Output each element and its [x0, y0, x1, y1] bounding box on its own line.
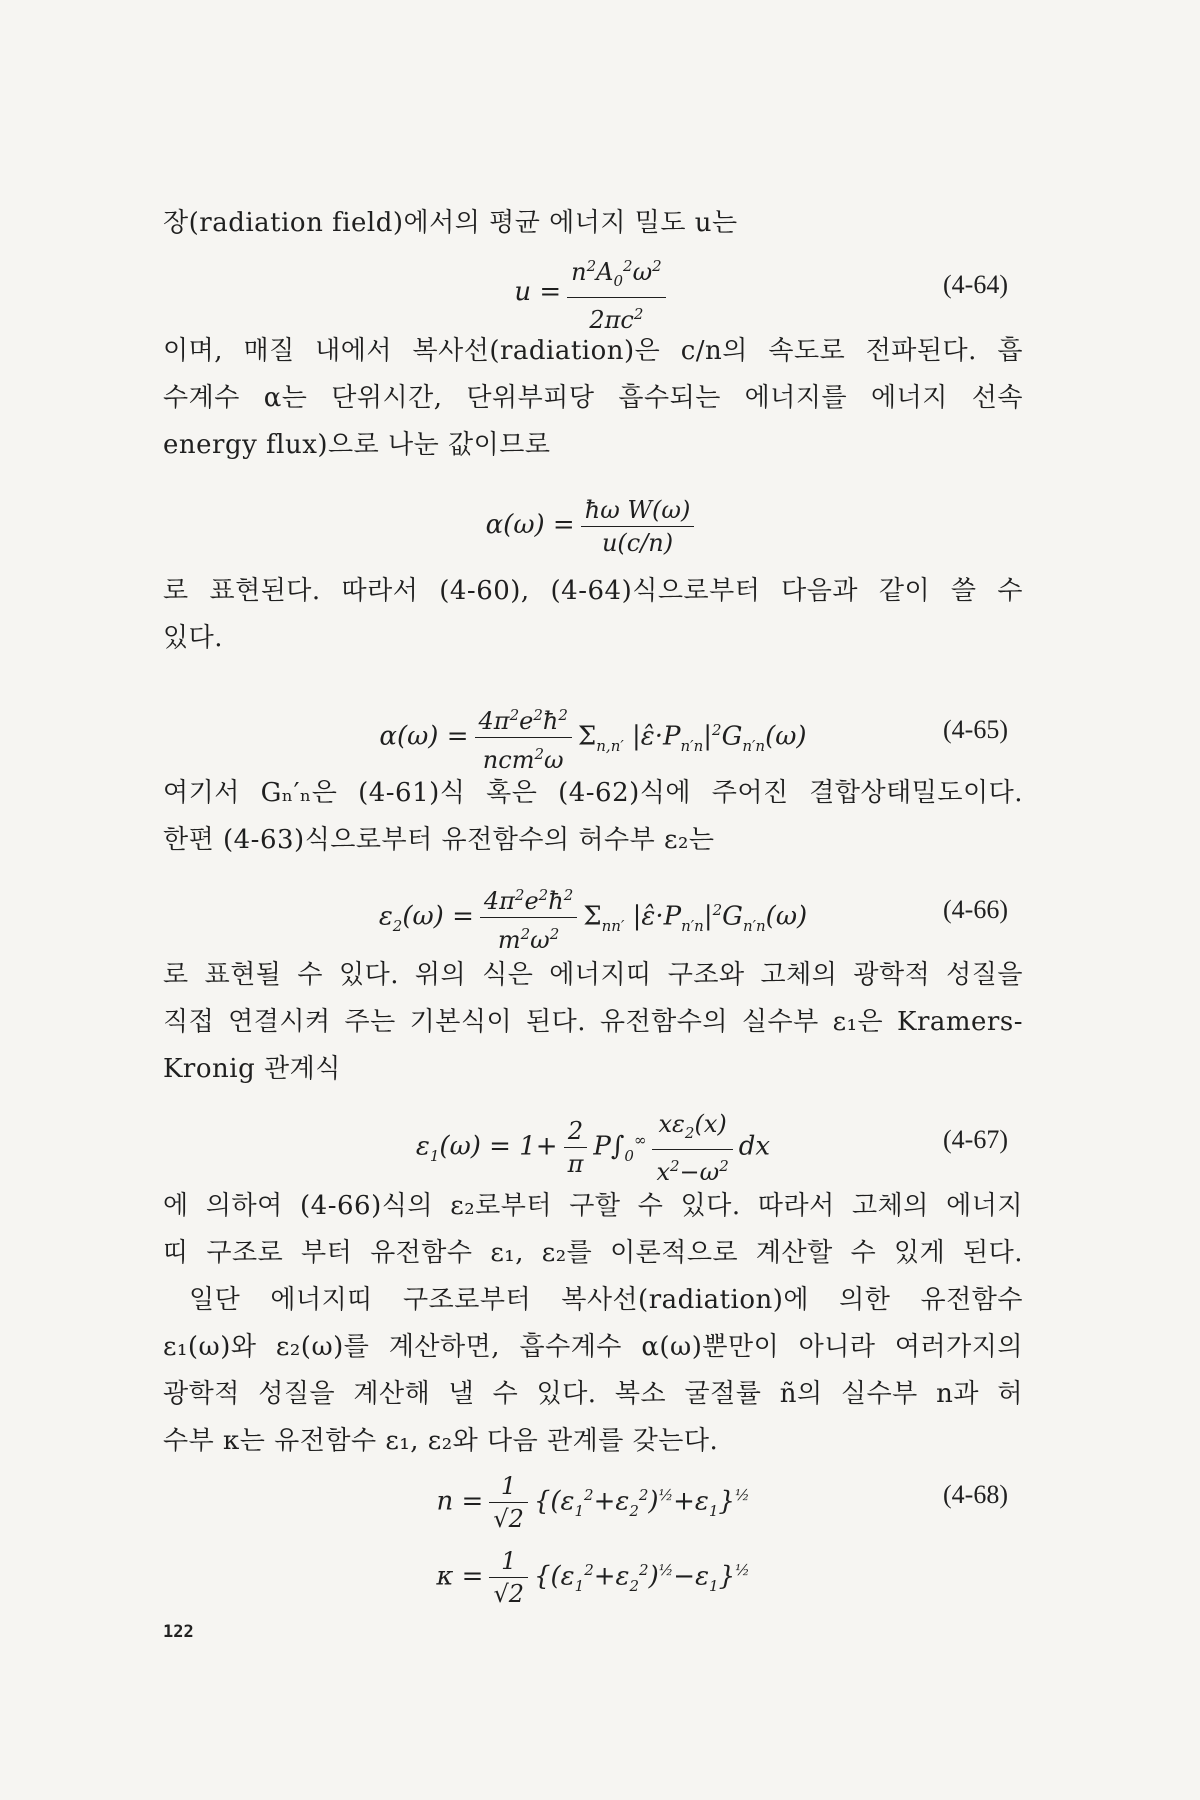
equation-number: (4-67)	[943, 1125, 1008, 1154]
text-line: Kronig 관계식	[163, 1054, 341, 1084]
equation-body: α(ω) = $\frac{4\pi^2e^2ħ^2}{ncm^2\omega}$ $\Sigma_{n,n'}$ $|\varepsilon̂\cdot P_{n'n}|^2G_{n'n}(\omega)$	[379, 706, 807, 775]
page-number: 122	[163, 1622, 194, 1642]
paragraph-1	[163, 200, 1023, 247]
text-line: ε₁(ω)와 ε₂(ω)를 계산하면, 흡수계수 α(ω)뿐만이 아니라 여러가지의	[163, 1332, 1023, 1362]
equation-body: u = $\frac{n^2A_0^2\omega^2}{2\pi c^2}$	[163, 250, 1023, 336]
equation-number: (4-65)	[943, 715, 1008, 744]
equation-4-64	[163, 250, 1023, 334]
text-line: 수부 κ는 유전함수 ε₁, ε₂와 다음 관계를 갖는다.	[163, 1426, 719, 1456]
text-line: 이며, 매질 내에서 복사선(radiation)은 c/n의 속도로 전파된다. 흡	[163, 336, 1023, 366]
text-line: 직접 연결시켜 주는 기본식이 된다. 유전함수의 실수부 ε₁은 Kramers-	[163, 1007, 1023, 1037]
equation-alpha	[163, 490, 1023, 560]
equation-body: α(ω) = $\frac{\text{ħω W(ω)}}{u(c/n)}$	[163, 490, 1023, 560]
text-line: 에 의하여 (4-66)식의 ε₂로부터 구할 수 있다. 따라서 고체의 에너지	[163, 1191, 1023, 1221]
text-line: 띠 구조로 부터 유전함수 ε₁, ε₂를 이론적으로 계산할 수 있게 된다.	[163, 1238, 1023, 1268]
paragraph-5	[163, 952, 1023, 1093]
text-line: energy flux)으로 나눈 값이므로	[163, 430, 551, 460]
text-line: 로 표현된다. 따라서 (4-60), (4-64)식으로부터 다음과 같이 쓸 수	[163, 576, 1023, 606]
text-line: 수계수 α는 단위시간, 단위부피당 흡수되는 에너지를 에너지 선속	[163, 383, 1023, 413]
paragraph-2	[163, 328, 1023, 469]
text-line: 일단 에너지띠 구조로부터 복사선(radiation)에 의한 유전함수	[189, 1285, 1023, 1315]
text-line: 있다.	[163, 623, 223, 653]
equation-number: (4-68)	[943, 1480, 1008, 1509]
equation-body: $\varepsilon_2(\omega)$ = $\frac{4\pi^2e^2ħ^2}{m^2\omega^2}$ $\Sigma_{nn'}$ $|\varepsilon̂\cdot P_{n'n}|^2G_{n'n}(\omega)$	[378, 886, 808, 955]
paragraph-3	[163, 568, 1023, 662]
equation-4-68-n	[163, 1460, 1023, 1534]
equation-4-68-kappa	[163, 1535, 1023, 1609]
paragraph-4	[163, 770, 1023, 864]
text-line: 여기서 Gₙ′ₙ은 (4-61)식 혹은 (4-62)식에 주어진 결합상태밀도이다.	[163, 778, 1023, 808]
equation-4-65	[163, 695, 1023, 775]
equation-number: (4-66)	[943, 895, 1008, 924]
equation-body: κ = $\frac{1}{√2}$ $\{(\varepsilon_1^2+\varepsilon_2^2)^{\frac{1}{2}}-\varepsilon_1\}^{\frac{1}{2}}$	[436, 1547, 750, 1609]
equation-4-67	[163, 1105, 1023, 1186]
paragraph-6	[163, 1183, 1023, 1465]
equation-body: n = $\frac{1}{√2}$ $\{(\varepsilon_1^2+\varepsilon_2^2)^{\frac{1}{2}}+\varepsilon_1\}^{\frac{1}{2}}$	[436, 1472, 750, 1534]
equation-body: $\varepsilon_1(\omega) = 1+$ $\frac{2}{\pi}$ $P\int_0^\infty$ $\frac{x\varepsilon_2(x)}{x^2-\omega^2}$ dx	[415, 1109, 771, 1186]
text-line: 로 표현될 수 있다. 위의 식은 에너지띠 구조와 고체의 광학적 성질을	[163, 960, 1023, 990]
text-line: 광학적 성질을 계산해 낼 수 있다. 복소 굴절률 ñ의 실수부 n과 허	[163, 1379, 1023, 1409]
text-line: 장(radiation field)에서의 평균 에너지 밀도 u는	[163, 208, 738, 238]
text-line: 한편 (4-63)식으로부터 유전함수의 허수부 ε₂는	[163, 825, 715, 855]
equation-4-66	[163, 875, 1023, 955]
equation-number: (4-64)	[943, 270, 1008, 299]
